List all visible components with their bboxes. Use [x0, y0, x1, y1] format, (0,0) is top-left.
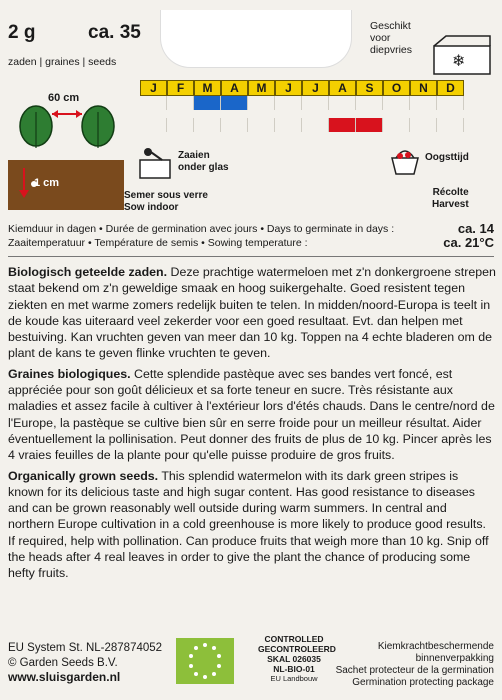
sow-month-cell	[437, 96, 464, 110]
sow-month-cell	[383, 96, 410, 110]
sow-month-cell	[356, 96, 383, 110]
sow-month-cell	[410, 96, 437, 110]
freezer-line2: voor	[370, 32, 391, 44]
sowing-depth-value: 1 cm	[34, 177, 60, 189]
sow-indoor-translations	[124, 190, 208, 214]
sow-under-glass-icon	[138, 146, 174, 180]
copyright: © Garden Seeds B.V.	[8, 656, 118, 669]
weight-value: 2 g	[8, 22, 36, 43]
packaging-info	[336, 641, 494, 689]
sow-month-cell	[275, 96, 302, 110]
month-label: S	[356, 80, 383, 96]
harvest-month-cell	[140, 118, 167, 132]
seed-weight	[8, 22, 141, 44]
sow-month-cell	[167, 96, 194, 110]
website-url: www.sluisgarden.nl	[8, 670, 121, 684]
germination-days-label: Kiemduur in dagen • Durée de germination avec jours • Days to germinate in days :	[8, 223, 395, 235]
eu-organic-logo-icon	[176, 638, 234, 684]
sow-month-cell	[248, 96, 275, 110]
description-en	[8, 468, 496, 582]
packaging-line4: Germination protecting package	[352, 677, 494, 688]
sowing-temp-label: Zaaitemperatuur • Température de semis • Sowing temperature :	[8, 237, 308, 249]
sow-months-row	[140, 96, 464, 110]
company-info	[8, 641, 162, 685]
description-nl-body: Deze prachtige watermeloen met z'n donkergroene strepen staat bekend om z'n geweldige smaak en hoog suikergehalte. Goed resistent tegen ziekten en met warme zomers redelijk buiten te telen. In midden/noord-Europa is teelt in de koude kas uiteraard veel zekerder voor een goed resultaat. Evt. dan helpen met bestuiving. Kan vruchten geven van meer dan 10 kg. Toppen na 4 echte bladeren om de plant de kans te geven flinke vruchten te geven.	[8, 265, 496, 361]
month-label: D	[437, 80, 464, 96]
month-label: J	[275, 80, 302, 96]
harvest-month-cell	[356, 118, 383, 132]
month-label: A	[329, 80, 356, 96]
bio-code: NL-BIO-01	[273, 664, 315, 674]
packaging-line1: Kiemkrachtbeschermende	[377, 641, 494, 652]
svg-text:❄: ❄	[452, 51, 466, 70]
unit-labels: zaden | graines | seeds	[8, 56, 117, 68]
harvest-month-cell	[167, 118, 194, 132]
freezer-line1: Geschikt	[370, 20, 411, 32]
harvest-month-cell	[437, 118, 464, 132]
sow-indoor-nl	[178, 150, 229, 174]
month-label: J	[302, 80, 329, 96]
germination-info	[8, 222, 494, 250]
harvest-month-cell	[302, 118, 329, 132]
harvest-months-row	[140, 118, 464, 132]
description-fr-title: Graines biologiques.	[8, 366, 131, 381]
month-calendar	[140, 80, 464, 96]
harvest-fr: Récolte	[432, 187, 469, 198]
leaf-icon-right	[82, 106, 114, 148]
freezer-line3: diepvries	[370, 44, 413, 56]
envelope-cutout	[160, 10, 352, 68]
eu-system-number: EU System St. NL-287874052	[8, 642, 163, 654]
description	[8, 264, 496, 586]
harvest-en: Harvest	[432, 199, 469, 210]
month-label: N	[410, 80, 437, 96]
month-label: A	[221, 80, 248, 96]
sow-nl-line2: onder glas	[178, 162, 229, 173]
sow-month-cell	[329, 96, 356, 110]
plant-spacing-value: 60 cm	[48, 92, 80, 104]
skal-number: SKAL 026035	[267, 654, 321, 664]
controlled-label: CONTROLLED	[264, 634, 324, 644]
eu-landbouw: EU Landbouw	[270, 674, 318, 683]
sow-month-cell	[221, 96, 248, 110]
description-fr-body: Cette splendide pastèque avec ses bandes vert foncé, est appréciée pour son goût délicieux et sa forte teneur en sucre. Très résistante aux maladies et assez facile à cultiver à l'extérieur lors d'étés chauds. Dans le centre/nord de l'Europe, la pastèque se cultive bien sûr en serre froide pour un meilleur résultat. Aider éventuellement la pollinisation. Peut donner des fruits de plus de 10 kg. Pincer après les 4 vraies feuilles de la plante pour qu'elle puisse produire de gros fruits.	[8, 366, 495, 463]
sow-month-cell	[194, 96, 221, 110]
harvest-month-cell	[221, 118, 248, 132]
harvest-basket-icon	[388, 142, 422, 176]
month-label: F	[167, 80, 194, 96]
sow-fr: Semer sous verre	[124, 190, 208, 201]
harvest-month-cell	[410, 118, 437, 132]
gecontroleerd-label: GECONTROLEERD	[258, 644, 336, 654]
sow-month-cell	[140, 96, 167, 110]
freezer-indicator	[370, 20, 494, 70]
harvest-nl: Oogsttijd	[425, 152, 469, 163]
harvest-translations	[432, 187, 469, 211]
month-label: M	[194, 80, 221, 96]
divider	[8, 256, 494, 257]
description-en-title: Organically grown seeds.	[8, 468, 159, 483]
organic-certification	[258, 634, 336, 684]
freezer-icon	[430, 32, 494, 76]
packaging-line2: binnenverpakking	[415, 653, 494, 664]
harvest-month-cell	[383, 118, 410, 132]
sowing-temp-value: ca. 21°C	[443, 235, 494, 250]
germination-days-value: ca. 14	[457, 221, 494, 236]
month-label: O	[383, 80, 410, 96]
description-en-body: This splendid watermelon with its dark green stripes is known for its delicious taste and high sugar content. Has good resistance to diseases and can be grown reasonably well outside during warm summers. In central and northern Europe cultivation in a cold greenhouse is more likely to produce good results. If required, help with pollination. Can produce fruits that weigh more than 10 kg. Snip off the heads after 4 real leaves in order to give the plant the chance of producing some hefty fruits.	[8, 468, 489, 581]
month-label: J	[140, 80, 167, 96]
harvest-month-cell	[194, 118, 221, 132]
harvest-month-cell	[329, 118, 356, 132]
seed-count: ca. 35	[88, 22, 141, 43]
sow-en: Sow indoor	[124, 202, 179, 213]
description-nl-title: Biologisch geteelde zaden.	[8, 265, 168, 279]
harvest-month-cell	[248, 118, 275, 132]
description-fr	[8, 366, 496, 464]
sow-nl-line1: Zaaien	[178, 150, 210, 161]
sow-month-cell	[302, 96, 329, 110]
harvest-month-cell	[275, 118, 302, 132]
leaf-icon-left	[20, 106, 52, 148]
description-nl	[8, 264, 496, 362]
packaging-line3: Sachet protecteur de la germination	[335, 665, 494, 676]
month-label: M	[248, 80, 275, 96]
